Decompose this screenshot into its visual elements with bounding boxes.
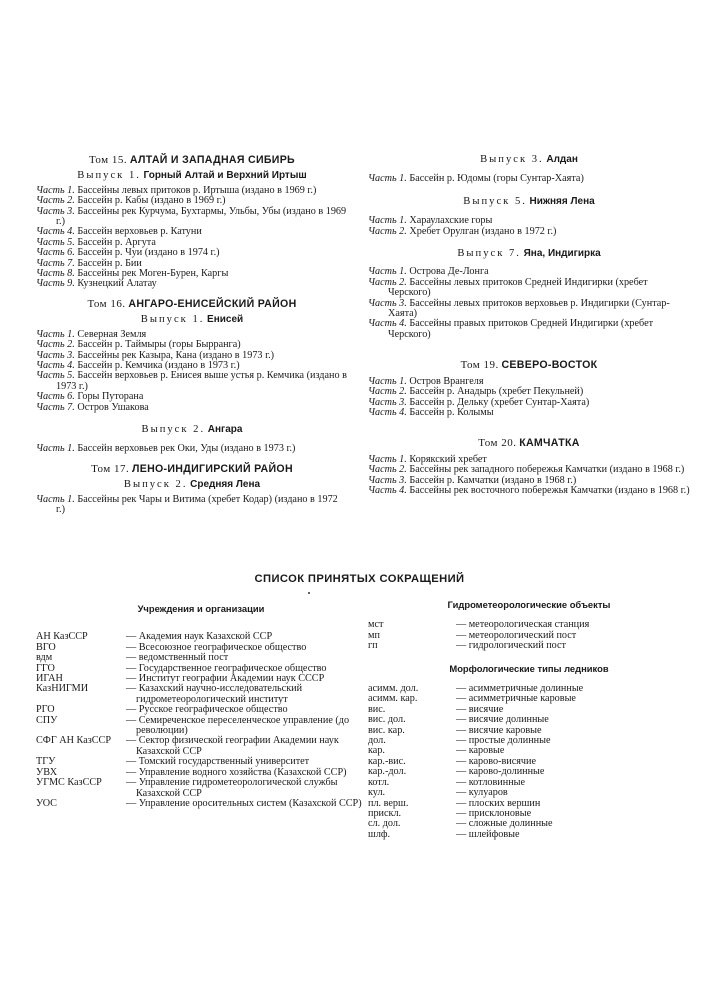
part-text: Остров Ушакова	[77, 401, 149, 413]
part-label: Часть 4.	[368, 484, 407, 496]
part-label: Часть 3.	[368, 297, 407, 309]
abbr-value: — асимметричные долинные	[456, 683, 584, 695]
part-label: Часть 6.	[36, 391, 75, 403]
part-text: Хребет Орулган (издано в 1972 г.)	[409, 225, 557, 237]
part-text: Бассейн верховьев рек Оки, Уды (издано в 1973 г.)	[77, 443, 296, 455]
abbr-value: — Академия наук Казахской ССР	[126, 631, 273, 643]
part-text: Бассейн р. Камчатки (издано в 1968 г.)	[409, 474, 577, 486]
part-text: Хараулахские горы	[409, 215, 493, 227]
abbr-key: СПУ	[36, 714, 58, 726]
abbr-row	[36, 799, 366, 809]
part-label: Часть 2.	[36, 195, 75, 207]
part-text: Северная Земля	[77, 328, 147, 340]
part-entry	[36, 279, 348, 289]
issue-heading: Выпуск 7. Яна, Индигирка	[457, 248, 601, 260]
abbr-value: — метеорологическая станция	[456, 619, 590, 631]
part-label: Часть 5.	[36, 236, 75, 248]
part-label: Часть 6.	[36, 247, 75, 259]
parts-list	[36, 444, 348, 454]
issue-heading: Выпуск 3. Алдан	[480, 154, 578, 165]
part-text: Бассейн р. Бии	[77, 257, 142, 269]
part-label: Часть 7.	[36, 257, 75, 269]
part-text: Бассейн р. Чуи (издано в 1974 г.)	[77, 247, 220, 259]
abbr-value: — Русское географическое общество	[126, 704, 288, 716]
part-text: Бассейн р. Дельку (хребет Сунтар-Хаята)	[409, 396, 590, 408]
abbr-key: вис. кар.	[368, 724, 405, 736]
abbr-value: — сложные долинные	[456, 818, 553, 830]
left-column	[36, 155, 348, 515]
abbr-list	[368, 684, 690, 840]
abbr-value: — гидрологический пост	[456, 640, 567, 652]
parts-list	[368, 174, 690, 184]
abbr-key: асимм. дол.	[368, 683, 419, 695]
part-entry	[36, 495, 348, 516]
issue-heading: Выпуск 2. Средняя Лена	[123, 479, 261, 491]
abbr-key: гп	[368, 640, 378, 652]
part-label: Часть 1.	[368, 375, 407, 387]
part-entry	[36, 403, 348, 413]
abbr-row	[368, 767, 690, 777]
abbr-key: кар.-вис.	[368, 755, 406, 767]
part-text: Острова Де-Лонга	[409, 266, 489, 278]
abbr-value: — плоских вершин	[456, 797, 541, 809]
part-text: Бассейн верховьев р. Катуни	[77, 226, 202, 238]
right-abbr-section	[368, 600, 690, 840]
abbr-key: УВХ	[36, 766, 58, 778]
abbr-value: — шлейфовые	[456, 828, 520, 840]
part-label: Часть 3.	[368, 474, 407, 486]
part-label: Часть 9.	[36, 278, 75, 290]
volume-19-heading: Том 19. СЕВЕРО-ВОСТОК	[460, 359, 598, 372]
morph-heading: Морфологические типы ледников	[449, 662, 609, 674]
part-label: Часть 1.	[368, 173, 407, 185]
part-entry	[36, 444, 348, 454]
part-text: Остров Врангеля	[409, 375, 484, 387]
part-label: Часть 1.	[368, 266, 407, 278]
part-entry	[368, 486, 690, 496]
abbr-key: АН КазССР	[36, 631, 88, 643]
part-label: Часть 1.	[36, 443, 75, 455]
hydro-heading: Гидрометеорологические объекты	[447, 599, 611, 610]
part-text: Бассейны рек западного побережья Камчатки (издано в 1968 г.)	[409, 464, 685, 476]
abbr-value: — метеорологический пост	[456, 629, 577, 641]
abbr-key: шлф.	[368, 828, 391, 840]
abbr-key: вис.	[368, 703, 386, 715]
part-label: Часть 4.	[36, 359, 75, 371]
part-text: Бассейны рек Чары и Витима (хребет Кодар) (издано в 1972 г.)	[56, 493, 338, 515]
abbr-list	[368, 620, 690, 651]
part-label: Часть 1.	[368, 453, 407, 465]
issue-heading: Выпуск 1. Енисей	[140, 314, 244, 326]
abbr-key: мст	[368, 619, 384, 631]
abbr-value: — Государственное географическое общество	[126, 662, 327, 674]
abbr-row	[368, 736, 690, 746]
part-text: Корякский хребет	[409, 453, 487, 465]
part-label: Часть 2.	[368, 464, 407, 476]
part-label: Часть 2.	[368, 225, 407, 237]
abbr-value: — Управление гидрометеорологической службы Казахской ССР	[126, 777, 338, 799]
part-text: Бассейны рек восточного побережья Камчатки (издано в 1968 г.)	[409, 484, 690, 496]
volume-16-heading: Том 16. АНГАРО-ЕНИСЕЙСКИЙ РАЙОН	[87, 297, 297, 310]
abbr-key: вдм	[36, 652, 53, 664]
part-text: Бассейны левых притоков Средней Индигирки (хребет Черского)	[388, 276, 648, 299]
abbr-key: асимм. кар.	[368, 693, 418, 705]
parts-list	[36, 186, 348, 290]
abbr-row	[368, 641, 690, 651]
abbr-row	[36, 736, 366, 757]
abbr-row	[36, 778, 366, 799]
abbr-value: — простые долинные	[456, 735, 551, 747]
abbr-value: — асимметричные каровые	[456, 693, 576, 705]
part-text: Бассейны левых притоков р. Иртыша (издано в 1969 г.)	[77, 184, 317, 196]
part-entry	[368, 227, 690, 237]
parts-list	[368, 216, 690, 237]
volume-20-heading: Том 20. КАМЧАТКА	[478, 437, 580, 450]
abbr-key: вис. дол.	[368, 714, 406, 726]
abbr-value: — Казахский научно-исследовательский гидрометеорологический институт	[126, 683, 303, 705]
parts-list	[36, 495, 348, 516]
abbr-key: УОС	[36, 797, 57, 809]
part-text: Бассейн р. Аргута	[77, 236, 156, 248]
abbr-key: сл. дол.	[368, 818, 401, 830]
abbr-value: — котловинные	[456, 776, 526, 788]
part-label: Часть 2.	[36, 339, 75, 351]
abbr-key: пл. верш.	[368, 797, 409, 809]
part-label: Часть 3.	[36, 205, 75, 217]
abbr-key: ГГО	[36, 662, 55, 674]
abbr-row	[368, 778, 690, 788]
issue-heading: Выпуск 1. Горный Алтай и Верхний Иртыш	[77, 170, 307, 182]
part-text: Бассейн р. Анадырь (хребет Пекульней)	[409, 386, 584, 398]
part-text: Бассейн верховьев р. Енисея выше устья р. Кемчика (издано в 1973 г.)	[56, 370, 347, 392]
part-label: Часть 4.	[368, 406, 407, 418]
institutions-section	[36, 604, 366, 809]
abbr-value: — карово-висячие	[456, 755, 537, 767]
abbr-value: — карово-долинные	[456, 766, 545, 778]
part-label: Часть 7.	[36, 401, 75, 413]
part-text: Бассейн р. Таймыры (горы Бырранга)	[77, 339, 241, 351]
abbr-row	[368, 788, 690, 798]
abbr-row	[368, 694, 690, 704]
part-entry	[368, 174, 690, 184]
abbr-key: РГО	[36, 704, 55, 716]
part-label: Часть 2.	[368, 386, 407, 398]
part-label: Часть 1.	[36, 493, 75, 505]
abbr-key: мп	[368, 629, 380, 641]
abbr-value: — кулуаров	[456, 787, 508, 799]
abbr-key: КазНИГМИ	[36, 683, 89, 695]
part-label: Часть 8.	[36, 268, 75, 280]
part-entry	[368, 408, 690, 418]
abbr-value: — висячие каровые	[456, 724, 542, 736]
part-text: Горы Путорана	[77, 391, 144, 403]
abbr-value: — Управление оросительных систем (Казахской ССР)	[126, 797, 362, 809]
volume-17-heading: Том 17. ЛЕНО-ИНДИГИРСКИЙ РАЙОН	[91, 462, 293, 475]
parts-list	[368, 377, 690, 419]
abbr-value: — Всесоюзное географическое общество	[126, 641, 307, 653]
part-label: Часть 4.	[36, 226, 75, 238]
part-label: Часть 5.	[36, 370, 75, 382]
abbr-row	[368, 819, 690, 829]
abbr-key: ТГУ	[36, 756, 56, 768]
volume-15-heading: Том 15. АЛТАЙ И ЗАПАДНАЯ СИБИРЬ	[89, 154, 295, 166]
part-entry	[368, 299, 690, 320]
abbr-value: — Сектор физической географии Академии наук Казахской ССР	[126, 735, 339, 757]
abbreviations-title: СПИСОК ПРИНЯТЫХ СОКРАЩЕНИЙ	[254, 573, 465, 585]
part-text: Бассейны рек Курчума, Бухтармы, Ульбы, Убы (издано в 1969 г.)	[56, 205, 347, 228]
part-text: Бассейны левых притоков верховьев р. Индигирки (Сунтар-Хаята)	[388, 297, 670, 320]
abbr-value: — присклоновые	[456, 807, 532, 819]
parts-list	[368, 455, 690, 497]
part-label: Часть 1.	[368, 215, 407, 227]
abbr-key: ВГО	[36, 641, 56, 653]
parts-list	[368, 267, 690, 340]
abbr-key: кар.-дол.	[368, 766, 407, 778]
abbr-value: — Институт географии Академии наук СССР	[126, 673, 325, 685]
abbr-value: — Семиреченское переселенческое управление (до революции)	[126, 714, 350, 737]
abbr-value: — ведомственный пост	[126, 652, 229, 664]
part-label: Часть 3.	[368, 396, 407, 408]
part-text: Бассейны рек Моген-Бурен, Каргы	[77, 268, 229, 280]
part-entry	[368, 278, 690, 299]
abbr-value: — висячие	[456, 703, 504, 715]
part-entry	[36, 371, 348, 392]
part-label: Часть 3.	[36, 349, 75, 361]
abbr-key: ИГАН	[36, 673, 63, 685]
part-text: Бассейн р. Юдомы (горы Сунтар-Хаята)	[409, 173, 584, 185]
part-text: Кузнецкий Алатау	[77, 278, 157, 290]
abbr-key: УГМС КазССР	[36, 777, 102, 789]
issue-heading: Выпуск 2. Ангара	[141, 423, 243, 435]
abbr-value: — каровые	[456, 745, 505, 757]
parts-list	[36, 330, 348, 413]
right-column	[368, 155, 690, 496]
abbr-key: прискл.	[368, 807, 402, 819]
part-label: Часть 4.	[368, 318, 407, 330]
part-text: Бассейн р. Колымы	[409, 406, 494, 418]
abbr-key: кул.	[368, 787, 386, 799]
abbr-key: кар.	[368, 745, 385, 757]
abbr-key: котл.	[368, 776, 390, 788]
part-entry	[368, 319, 690, 340]
abbr-list	[36, 632, 366, 809]
part-entry	[36, 207, 348, 228]
institutions-heading: Учреждения и организации	[137, 603, 265, 614]
abbr-key: дол.	[368, 735, 386, 747]
part-label: Часть 1.	[36, 328, 75, 340]
issue-heading: Выпуск 5. Нижняя Лена	[463, 195, 595, 207]
abbr-value: — Управление водного хозяйства (Казахской ССР)	[126, 766, 347, 778]
abbr-value: — висячие долинные	[456, 714, 549, 726]
abbr-key: СФГ АН КазССР	[36, 735, 112, 747]
part-text: Бассейны рек Казыра, Кана (издано в 1973 г.)	[77, 349, 275, 361]
abbr-value: — Томский государственный университет	[126, 756, 310, 768]
abbr-row	[36, 684, 366, 705]
part-label: Часть 1.	[36, 184, 75, 196]
part-text: Бассейн р. Кабы (издано в 1969 г.)	[77, 195, 226, 207]
abbr-row	[368, 830, 690, 840]
abbr-row	[36, 716, 366, 737]
part-label: Часть 2.	[368, 276, 407, 288]
part-text: Бассейн р. Кемчика (издано в 1973 г.)	[77, 359, 240, 371]
dot-mark	[308, 592, 310, 594]
part-text: Бассейны правых притоков Средней Индигирки (хребет Черского)	[388, 318, 654, 340]
